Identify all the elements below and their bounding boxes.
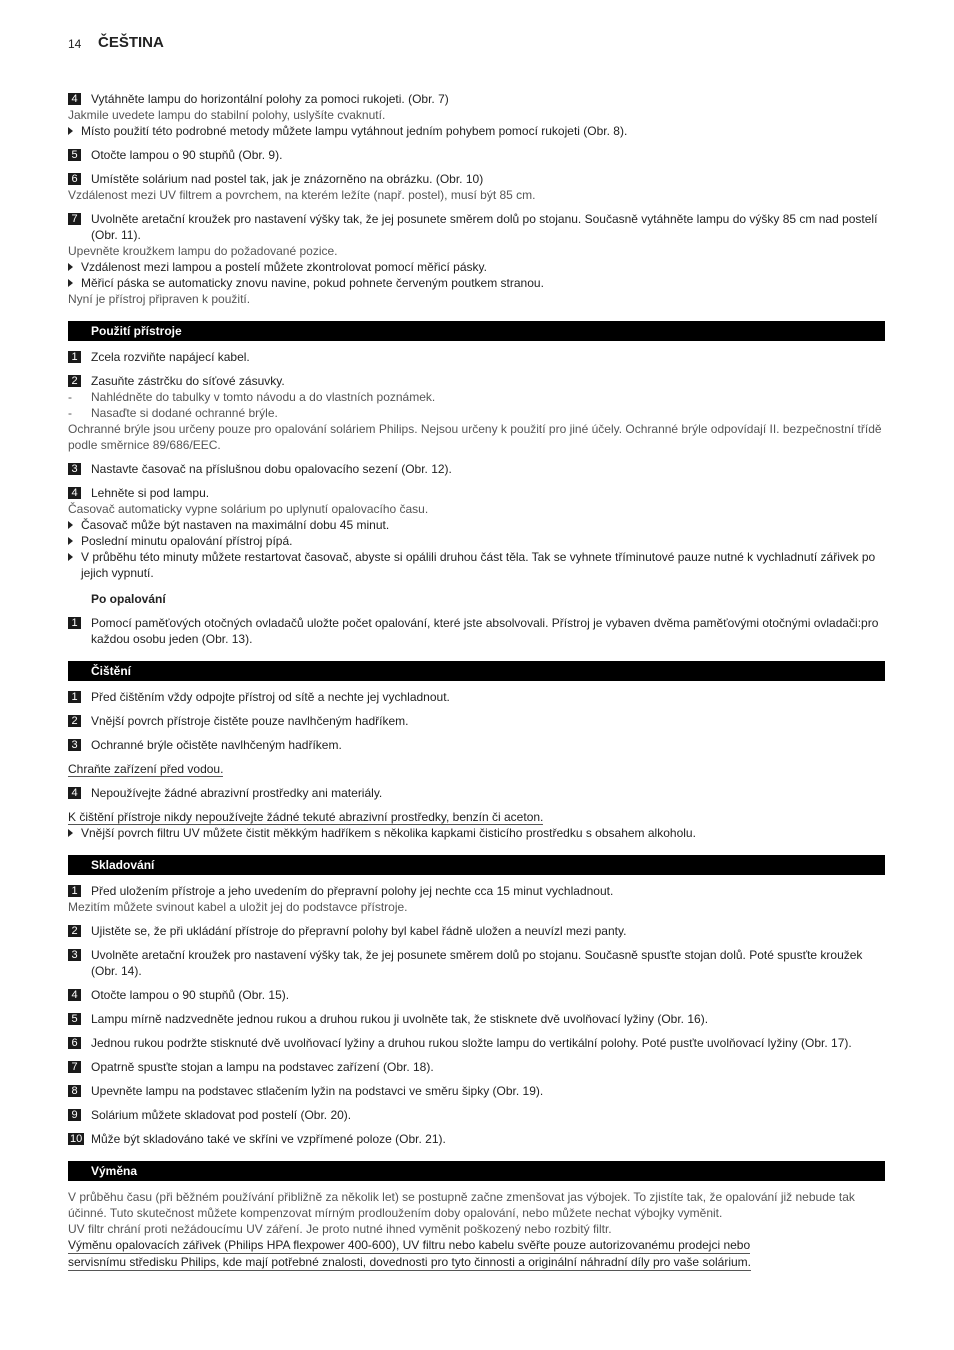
bullet-item: Měřicí páska se automaticky znovu navine, pokud pohnete červeným poutkem stranou. — [68, 275, 885, 291]
subheading-after-tanning: Po opalování — [91, 592, 166, 606]
step-number: 4 — [68, 787, 81, 799]
bullet-item: V průběhu této minuty můžete restartovat časovač, abyste si opálili druhou část těla. Tak se vyhnete tříminutové pauze nutné k vychladnutí zářivek po jejich vypnutí. — [68, 549, 885, 581]
step-text: Upevněte lampu na podstavec stlačením lyžin na podstavci ve směru šipky (Obr. 19). — [91, 1084, 544, 1098]
bullet-item: Vnější povrch filtru UV můžete čistit měkkým hadříkem s několika kapkami čisticího prostředku s obsahem alkoholu. — [68, 825, 885, 841]
note: Ochranné brýle jsou určeny pouze pro opalování soláriem Philips. Nejsou určeny k použití pro jiné účely. Ochranné brýle odpovídají II. bezpečnostní třídě podle směrnice 89/686/EEC. — [68, 422, 882, 452]
warning-text: K čištění přístroje nikdy nepoužívejte žádné tekuté abrazivní prostředky, benzín či aceton. — [68, 810, 544, 824]
step-3 — [68, 737, 885, 753]
warning-text: Chraňte zařízení před vodou. — [68, 762, 224, 776]
warning — [68, 1237, 885, 1271]
step-text: Ujistěte se, že při ukládání přístroje do přepravní polohy byl kabel řádně uložen a neuvízl mezi panty. — [91, 924, 627, 938]
step-6 — [68, 171, 885, 187]
language-heading: ČEŠTINA — [98, 34, 164, 51]
step-number: 1 — [68, 691, 81, 703]
step-text: Pomocí paměťových otočných ovladačů uložte počet opalování, které jste absolvovali. Přístroj je vybaven dvěma paměťovými otočnými ovladači:pro každou osobu jeden (Obr. 13). — [91, 616, 879, 646]
step-text: Zasuňte zástrčku do síťové zásuvky. — [91, 374, 285, 388]
step-text: Vytáhněte lampu do horizontální polohy za pomoci rukojeti. (Obr. 7) — [91, 92, 449, 106]
step-text: Uvolněte aretační kroužek pro nastavení výšky tak, že jej posunete směrem dolů po stojanu. Současně vytáhněte lampu do výšky 85 cm nad postelí (Obr. 11). — [91, 212, 878, 242]
step-text: Ochranné brýle očistěte navlhčeným hadříkem. — [91, 738, 342, 752]
step-text: Může být skladováno také ve skříni ve vzpřímené poloze (Obr. 21). — [91, 1132, 446, 1146]
step-number: 5 — [68, 149, 81, 161]
step-6 — [68, 1035, 885, 1051]
step-2 — [68, 373, 885, 389]
step-number: 6 — [68, 1037, 81, 1049]
warning-text-line-2: servisnímu středisku Philips, kde mají potřebné znalosti, dovednosti pro tyto činnosti a originální náhradní díly pro vaše solárium. — [68, 1255, 752, 1269]
step-text: Nastavte časovač na příslušnou dobu opalovacího sezení (Obr. 12). — [91, 462, 452, 476]
step-text: Solárium můžete skladovat pod postelí (Obr. 20). — [91, 1108, 352, 1122]
step-4 — [68, 91, 885, 107]
warning — [68, 761, 885, 777]
note: V průběhu času (při běžném používání přibližně za několik let) se postupně začne zmenšovat jas výbojek. To zjistíte tak, že opalování již nebude tak účinné. Tuto skutečnost můžete kompenzovat mírným prodloužením doby opalování, nebo můžete nechat výbojky vyměnit. — [68, 1190, 855, 1220]
step-number: 4 — [68, 989, 81, 1001]
step-2 — [68, 923, 885, 939]
step-2 — [68, 713, 885, 729]
step-number: 6 — [68, 173, 81, 185]
step-3 — [68, 461, 885, 477]
step-text: Otočte lampou o 90 stupňů (Obr. 15). — [91, 988, 290, 1002]
dash-item: - Nahlédněte do tabulky v tomto návodu a do vlastních poznámek. — [68, 389, 885, 405]
note: Jakmile uvedete lampu do stabilní polohy, uslyšíte cvaknutí. — [68, 108, 386, 122]
step-number: 2 — [68, 715, 81, 727]
step-text: Uvolněte aretační kroužek pro nastavení výšky tak, že jej posunete směrem dolů po stojanu. Současně spusťte stojan dolů. Poté spusťte kroužek (Obr. 14). — [91, 948, 863, 978]
step-number: 5 — [68, 1013, 81, 1025]
step-text: Lampu mírně nadzvedněte jednou rukou a druhou rukou ji uvolněte tak, že stisknete dvě uvolňovací lyžiny (Obr. 16). — [91, 1012, 709, 1026]
step-7 — [68, 1059, 885, 1075]
step-text: Před čištěním vždy odpojte přístroj od sítě a nechte jej vychladnout. — [91, 690, 450, 704]
step-number: 1 — [68, 885, 81, 897]
document-body — [68, 91, 885, 1271]
step-number: 1 — [68, 351, 81, 363]
note: Mezitím můžete svinout kabel a uložit jej do podstavce přístroje. — [68, 900, 408, 914]
warning — [68, 809, 885, 825]
step-7 — [68, 211, 885, 243]
bullet-item: Časovač může být nastaven na maximální dobu 45 minut. — [68, 517, 885, 533]
note: Upevněte kroužkem lampu do požadované pozice. — [68, 244, 338, 258]
bullet-item: Poslední minutu opalování přístroj pípá. — [68, 533, 885, 549]
step-number: 10 — [70, 1133, 83, 1145]
step-text: Umístěte solárium nad postel tak, jak je znázorněno na obrázku. (Obr. 10) — [91, 172, 484, 186]
step-1 — [68, 349, 885, 365]
dash-item: - Nasaďte si dodané ochranné brýle. — [68, 405, 885, 421]
step-4 — [68, 485, 885, 501]
section-heading-use: Použití přístroje — [68, 321, 885, 341]
step-text: Nepoužívejte žádné abrazivní prostředky ani materiály. — [91, 786, 383, 800]
step-text: Opatrně spusťte stojan a lampu na podstavec zařízení (Obr. 18). — [91, 1060, 434, 1074]
page-number: 14 — [68, 37, 82, 51]
step-text: Zcela rozviňte napájecí kabel. — [91, 350, 250, 364]
step-1 — [68, 615, 885, 647]
note: Časovač automaticky vypne solárium po uplynutí opalovacího času. — [68, 502, 429, 516]
step-1 — [68, 883, 885, 899]
step-text: Lehněte si pod lampu. — [91, 486, 210, 500]
step-number: 3 — [68, 463, 81, 475]
step-5 — [68, 1011, 885, 1027]
note: UV filtr chrání proti nežádoucímu UV záření. Je proto nutné ihned vyměnit poškozený nebo rozbitý filtr. — [68, 1222, 612, 1236]
step-number: 2 — [68, 375, 81, 387]
step-number: 4 — [68, 487, 81, 499]
step-text: Otočte lampou o 90 stupňů (Obr. 9). — [91, 148, 283, 162]
step-number: 9 — [68, 1109, 81, 1121]
step-1 — [68, 689, 885, 705]
step-number: 2 — [68, 925, 81, 937]
step-number: 4 — [68, 93, 81, 105]
step-text: Před uložením přístroje a jeho uvedením do přepravní polohy jej nechte cca 15 minut vychladnout. — [91, 884, 614, 898]
step-3 — [68, 947, 885, 979]
note: Vzdálenost mezi UV filtrem a povrchem, na kterém ležíte (např. postel), musí být 85 cm. — [68, 188, 536, 202]
step-number: 3 — [68, 739, 81, 751]
step-text: Jednou rukou podržte stisknuté dvě uvolňovací lyžiny a druhou rukou složte lampu do vertikální polohy. Poté pusťte uvolňovací lyžiny (Obr. 17). — [91, 1036, 852, 1050]
step-4 — [68, 987, 885, 1003]
bullet-item: Vzdálenost mezi lampou a postelí můžete zkontrolovat pomocí měřicí pásky. — [68, 259, 885, 275]
section-heading-cleaning: Čištění — [68, 661, 885, 681]
step-4 — [68, 785, 885, 801]
step-9 — [68, 1107, 885, 1123]
step-5 — [68, 147, 885, 163]
section-heading-replacement: Výměna — [68, 1161, 885, 1181]
step-8 — [68, 1083, 885, 1099]
step-10 — [68, 1131, 885, 1147]
step-text: Vnější povrch přístroje čistěte pouze navlhčeným hadříkem. — [91, 714, 409, 728]
step-number: 7 — [68, 1061, 81, 1073]
step-number: 8 — [68, 1085, 81, 1097]
warning-text-line-1: Výměnu opalovacích zářivek (Philips HPA flexpower 400-600), UV filtru nebo kabelu svěřte pouze autorizovanému prodejci nebo — [68, 1238, 751, 1252]
step-number: 7 — [68, 213, 81, 225]
bullet-item: Místo použití této podrobné metody můžete lampu vytáhnout jedním pohybem pomocí rukojeti (Obr. 8). — [68, 123, 885, 139]
step-number: 3 — [68, 949, 81, 961]
section-heading-storage: Skladování — [68, 855, 885, 875]
note: Nyní je přístroj připraven k použití. — [68, 292, 251, 306]
step-number: 1 — [68, 617, 81, 629]
